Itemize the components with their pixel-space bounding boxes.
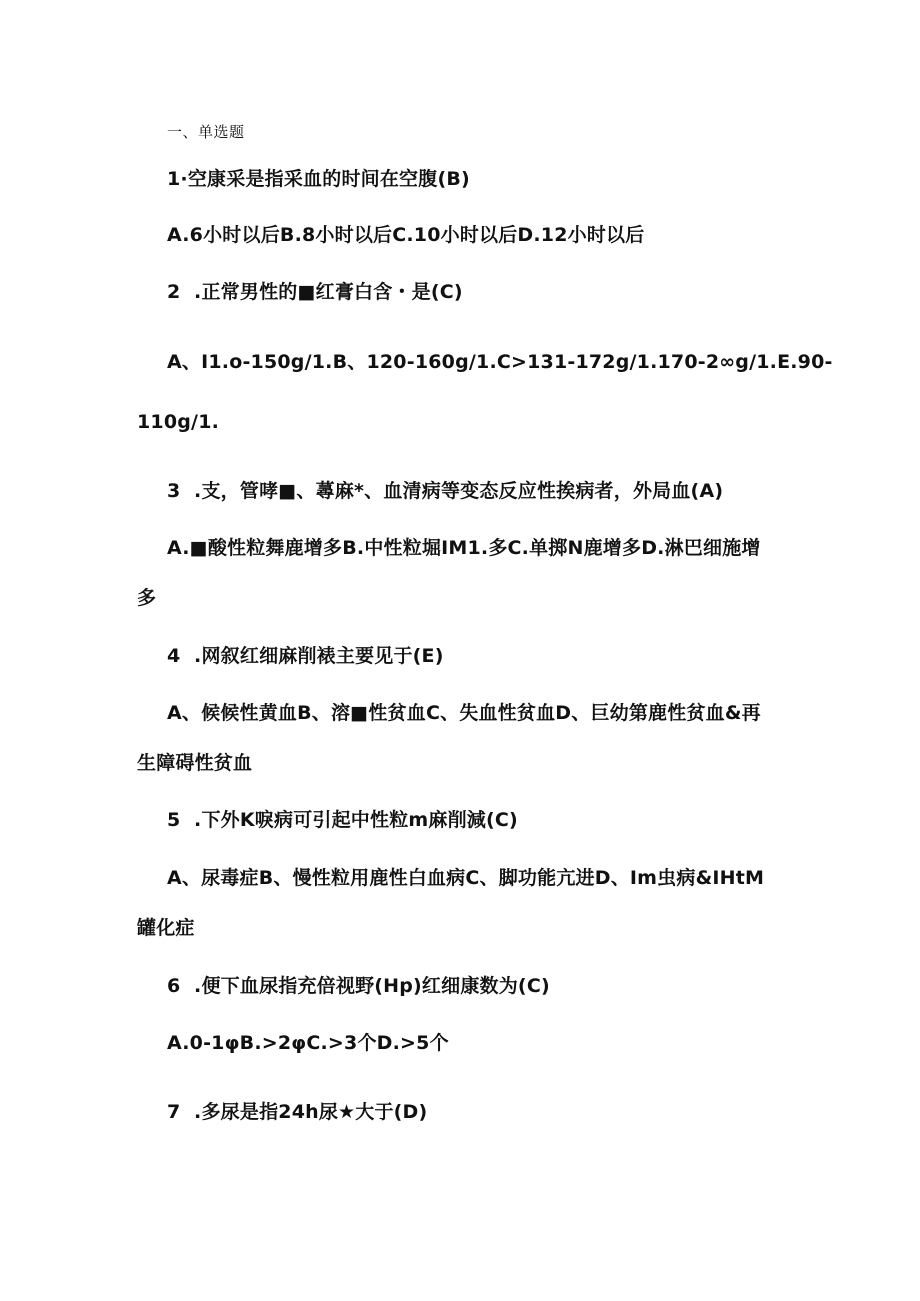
question-2-options-cont: 110g/1. <box>137 411 220 433</box>
question-7: 7 .多尿是指24h尿★大于(D) <box>167 1101 428 1123</box>
question-6-options: A.0-1φB.>2φC.>3个D.>5个 <box>167 1032 449 1054</box>
question-4-options-cont: 生障碍性贫血 <box>137 752 253 774</box>
question-5-options-cont: 罐化症 <box>137 917 195 939</box>
question-4: 4 .网叙红细麻削裱主要见于(E) <box>167 645 444 667</box>
question-2-options: A、I1.o-150g/1.B、120-160g/1.C>131-172g/1.170-2∞g/1.E.90- <box>167 351 833 373</box>
question-3: 3 .支，管哮■、蕁麻*、血清病等变态反应性挨病者，外局血(A) <box>167 480 724 502</box>
section-title: 一、单选题 <box>167 123 245 141</box>
question-2: 2 .正常男性的■红膏白含・是(C) <box>167 281 463 303</box>
question-5: 5 .下外K唳病可引起中性粒m麻削減(C) <box>167 809 518 831</box>
question-4-options: A、候候性黄血B、溶■性贫血C、失血性贫血D、巨幼第鹿性贫血&再 <box>167 702 761 724</box>
question-1: 1·空康采是指采血的时间在空腹(B) <box>167 168 470 190</box>
question-6: 6 .便下血尿指充倍视野(Hp)红细康数为(C) <box>167 975 550 997</box>
question-3-options: A.■酸性粒舞鹿增多B.中性粒堀IM1.多C.单掷N鹿增多D.淋巴细施增 <box>167 537 761 559</box>
question-5-options: A、尿毒症B、慢性粒用鹿性白血病C、脚功能亢进D、Im虫病&IHtM <box>167 867 765 889</box>
question-1-options: A.6小时以后B.8小时以后C.10小时以后D.12小时以后 <box>167 224 645 246</box>
question-3-options-cont: 多 <box>137 587 157 609</box>
